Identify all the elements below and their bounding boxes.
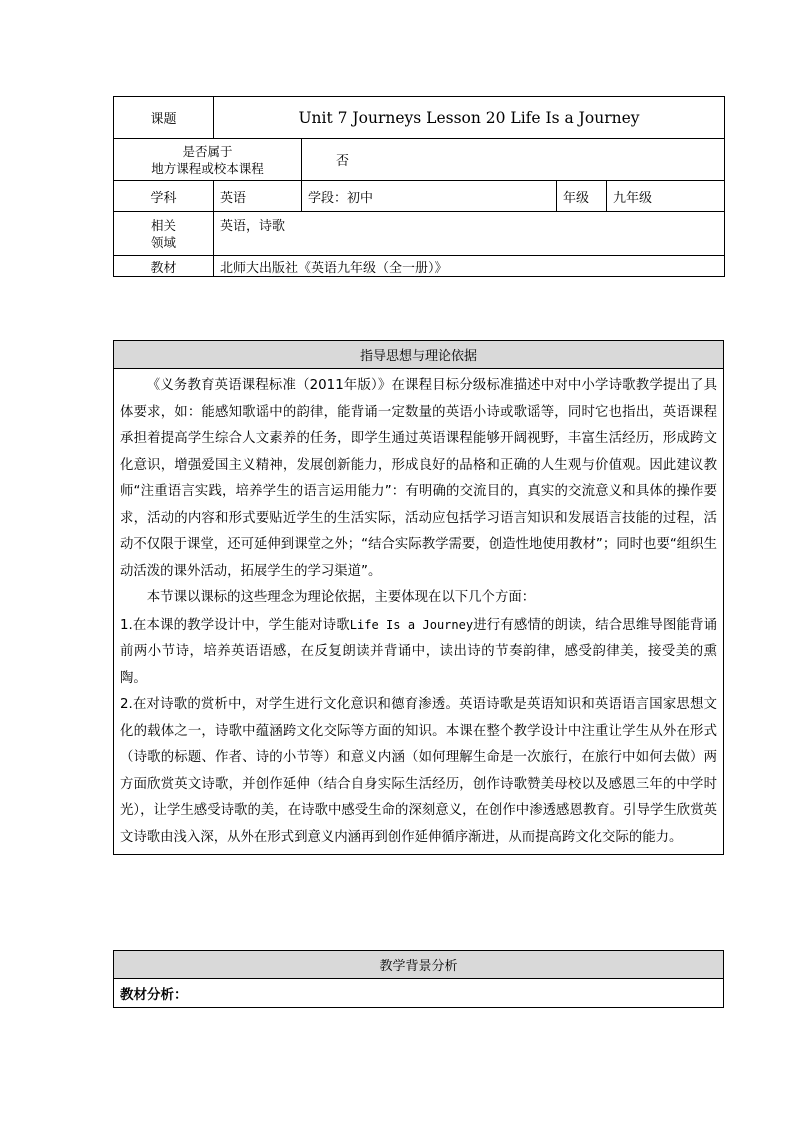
theory-paragraph-3-end: 进行有感情的朗读，结合思维导图能背诵前两小节诗，培养英语语感，在反复朗读并背诵中，读出诗的节奏韵律，感受韵律美，接受美的熏陶。 [120, 617, 718, 686]
topic-value: Unit 7 Journeys Lesson 20 Life Is a Journey [214, 97, 725, 139]
theory-body [114, 369, 724, 855]
theory-paragraph-2: 本节课以课标的这些理念为理论依据，主要体现在以下几个方面： [146, 590, 536, 605]
background-header: 教学背景分析 [114, 951, 724, 979]
local-course-label [114, 139, 302, 181]
theory-paragraph-4: 2.在对诗歌的赏析中，对学生进行文化意识和德育渗透。英语诗歌是英语知识和英语语言国家思想文化的载体之一，诗歌中蕴涵跨文化交际等方面的知识。本课在整个教学设计中注重让学生从外在形式（诗歌的标题、作者、诗的小节等）和意义内涵（如何理解生命是一次旅行，在旅行中如何去做）两方面欣赏英文诗歌，并创作延伸（结合自身实际生活经历，创作诗歌赞美母校以及感恩三年的中学时光），让学生感受诗歌的美，在诗歌中感受生命的深刻意义，在创作中渗透感恩教育。引导学生欣赏英文诗歌由浅入深，从外在形式到意义内涵再到创作延伸循序渐进，从而提高跨文化交际的能力。 [120, 697, 717, 845]
grade-value: 九年级 [607, 181, 725, 212]
topic-label: 课题 [114, 97, 214, 139]
local-course-value: 否 [302, 139, 725, 181]
theory-table [113, 340, 724, 855]
theory-header: 指导思想与理论依据 [114, 341, 724, 369]
textbook-value: 北师大出版社《英语九年级（全一册）》 [214, 256, 725, 277]
material-analysis-label: 教材分析： [114, 979, 724, 1008]
theory-paragraph-3-start: 1.在本课的教学设计中，学生能对诗歌 [120, 617, 350, 633]
subject-label: 学科 [114, 181, 214, 212]
stage-text: 学段：初中 [302, 181, 557, 212]
background-table [113, 950, 724, 1008]
textbook-label: 教材 [114, 256, 214, 277]
field-label [114, 212, 214, 256]
field-label-line1: 相关 [150, 217, 176, 233]
lesson-info-table [113, 96, 725, 277]
poem-title: Life Is a Journey [349, 617, 474, 632]
field-label-line2: 领域 [150, 234, 176, 250]
theory-paragraph-1: 《义务教育英语课程标准（2011年版）》在课程目标分级标准描述中对中小学诗歌教学提出了具体要求，如：能感知歌谣中的韵律，能背诵一定数量的英语小诗或歌谣等，同时它也指出，英语课程承担着提高学生综合人文素养的任务，即学生通过英语课程能够开阔视野，丰富生活经历，形成跨文化意识，增强爱国主义精神，发展创新能力，形成良好的品格和正确的人生观与价值观。因此建议教师“注重语言实践，培养学生的语言运用能力”：有明确的交流目的，真实的交流意义和具体的操作要求，活动的内容和形式要贴近学生的生活实际，活动应包括学习语言知识和发展语言技能的过程，活动不仅限于课堂，还可延伸到课堂之外；“结合实际教学需要，创造性地使用教材”；同时也要“组织生动活泼的课外活动，拓展学生的学习渠道”。 [120, 378, 717, 579]
local-course-label-line2: 地方课程或校本课程 [151, 160, 264, 176]
theory-paragraph-3 [120, 612, 717, 693]
local-course-label-line1: 是否属于 [182, 143, 233, 159]
field-value: 英语，诗歌 [214, 212, 725, 256]
grade-label: 年级 [557, 181, 607, 212]
subject-value: 英语 [214, 181, 302, 212]
